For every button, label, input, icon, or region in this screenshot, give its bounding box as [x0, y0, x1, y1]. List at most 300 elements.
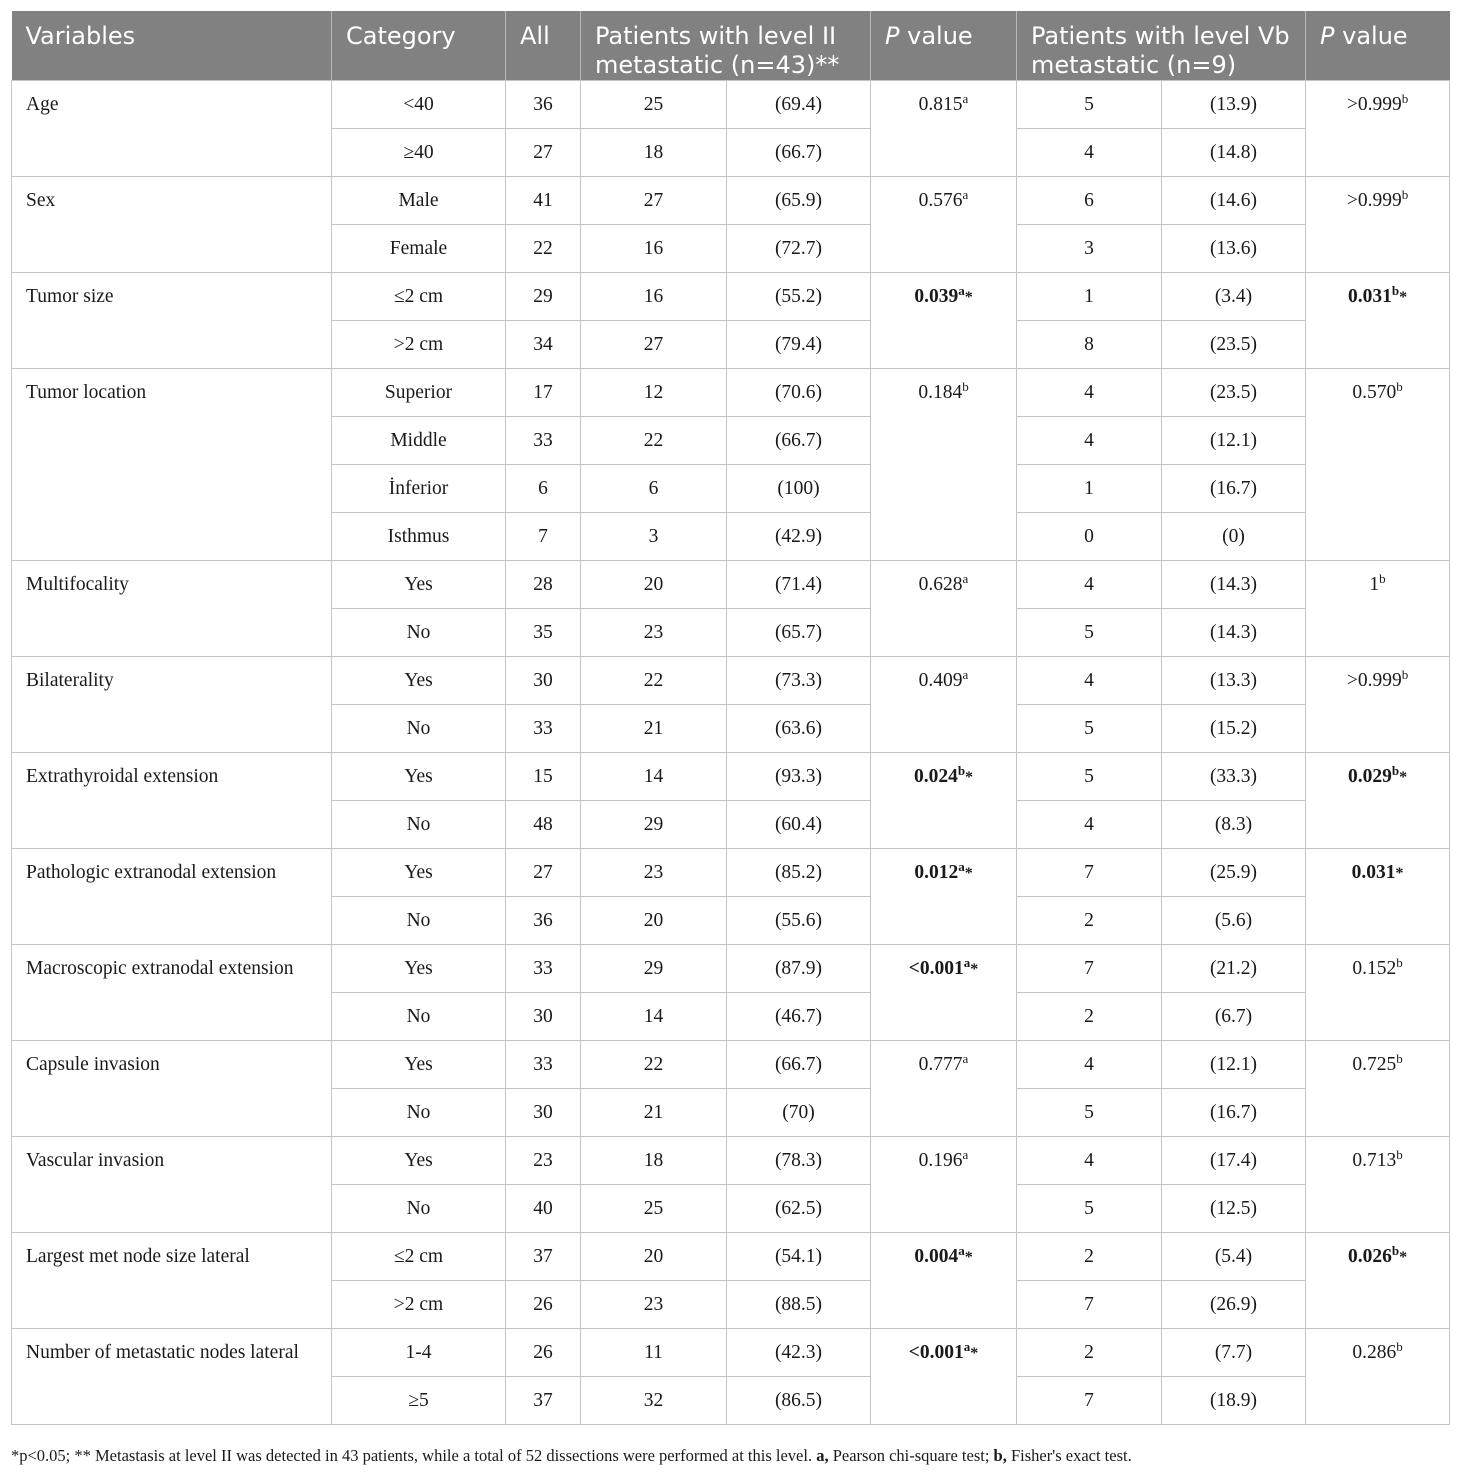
category-cell: Yes — [332, 1137, 506, 1185]
level5-count-cell: 6 — [1017, 177, 1162, 225]
level5-count-cell: 1 — [1017, 273, 1162, 321]
level5-percent-cell: (14.3) — [1162, 609, 1306, 657]
significance-asterisk: * — [964, 289, 973, 306]
header-pvalue-p: P — [885, 22, 900, 50]
header-pvalue-text: value — [907, 22, 973, 50]
category-cell: Female — [332, 225, 506, 273]
level2-count-cell: 23 — [581, 1281, 727, 1329]
all-count-cell: 36 — [506, 897, 581, 945]
level2-percent-cell: (79.4) — [727, 321, 871, 369]
level5-p-value-cell — [1306, 1137, 1450, 1233]
p-value-test-marker: a — [962, 1147, 969, 1162]
footnote-text-2: Pearson chi-square test; — [828, 1446, 994, 1465]
level5-percent-cell: (25.9) — [1162, 849, 1306, 897]
category-cell: Yes — [332, 945, 506, 993]
variable-name: Macroscopic extranodal extension — [12, 945, 332, 1041]
footnote-a-label: a, — [816, 1446, 829, 1465]
level5-p-value-cell — [1306, 561, 1450, 657]
level2-count-cell: 16 — [581, 225, 727, 273]
all-count-cell: 37 — [506, 1377, 581, 1425]
level5-percent-cell: (17.4) — [1162, 1137, 1306, 1185]
level2-percent-cell: (66.7) — [727, 129, 871, 177]
level5-count-cell: 5 — [1017, 1185, 1162, 1233]
level2-p-value-cell — [871, 81, 1017, 177]
level2-percent-cell: (55.6) — [727, 897, 871, 945]
level5-percent-cell: (12.1) — [1162, 417, 1306, 465]
p-value-number: 0.024 — [913, 766, 958, 787]
level5-count-cell: 4 — [1017, 1041, 1162, 1089]
all-count-cell: 33 — [506, 417, 581, 465]
level2-p-value-cell — [871, 945, 1017, 1041]
all-count-cell: 23 — [506, 1137, 581, 1185]
all-count-cell: 27 — [506, 849, 581, 897]
category-cell: ≤2 cm — [332, 273, 506, 321]
p-value-test-marker: b — [1396, 1147, 1403, 1162]
level5-p-value-cell — [1306, 945, 1450, 1041]
level5-percent-cell: (14.6) — [1162, 177, 1306, 225]
p-value-number: >0.999 — [1346, 190, 1402, 211]
table-row — [12, 657, 1450, 705]
level2-percent-cell: (73.3) — [727, 657, 871, 705]
p-value-number: 0.152 — [1352, 958, 1397, 979]
level5-count-cell: 4 — [1017, 1137, 1162, 1185]
level5-count-cell: 4 — [1017, 561, 1162, 609]
significance-asterisk: * — [964, 865, 973, 882]
level2-percent-cell: (66.7) — [727, 1041, 871, 1089]
all-count-cell: 17 — [506, 369, 581, 417]
p-value-test-marker: a — [958, 283, 965, 298]
level2-percent-cell: (85.2) — [727, 849, 871, 897]
category-cell: No — [332, 993, 506, 1041]
significance-asterisk: * — [1399, 769, 1408, 786]
p-value-number: 0.576 — [918, 190, 963, 211]
p-value-number: >0.999 — [1346, 670, 1402, 691]
level2-count-cell: 27 — [581, 177, 727, 225]
level5-percent-cell: (3.4) — [1162, 273, 1306, 321]
all-count-cell: 33 — [506, 705, 581, 753]
level5-count-cell: 1 — [1017, 465, 1162, 513]
level5-count-cell: 4 — [1017, 417, 1162, 465]
level2-count-cell: 20 — [581, 561, 727, 609]
level2-count-cell: 29 — [581, 801, 727, 849]
level5-p-value-cell — [1306, 849, 1450, 945]
significance-asterisk: * — [1395, 865, 1404, 882]
header-level5-line2: metastatic (n=9) — [1031, 51, 1237, 79]
all-count-cell: 30 — [506, 657, 581, 705]
level5-p-value-cell — [1306, 1233, 1450, 1329]
header-all: All — [506, 11, 581, 81]
level5-count-cell: 5 — [1017, 609, 1162, 657]
header-variables: Variables — [12, 11, 332, 81]
level5-percent-cell: (13.9) — [1162, 81, 1306, 129]
level2-percent-cell: (54.1) — [727, 1233, 871, 1281]
level5-count-cell: 0 — [1017, 513, 1162, 561]
level5-percent-cell: (18.9) — [1162, 1377, 1306, 1425]
p-value-test-marker: a — [963, 955, 971, 970]
p-value-test-marker: b — [1401, 667, 1409, 682]
p-value-number: 0.570 — [1352, 382, 1397, 403]
all-count-cell: 15 — [506, 753, 581, 801]
level2-p-value-cell — [871, 1233, 1017, 1329]
all-count-cell: 33 — [506, 945, 581, 993]
level2-percent-cell: (60.4) — [727, 801, 871, 849]
level2-count-cell: 27 — [581, 321, 727, 369]
p-value-number: 0.184 — [918, 382, 963, 403]
level2-count-cell: 21 — [581, 705, 727, 753]
table-row — [12, 1137, 1450, 1185]
p-value-test-marker: a — [963, 1339, 971, 1354]
level2-percent-cell: (86.5) — [727, 1377, 871, 1425]
level5-p-value-cell — [1306, 1329, 1450, 1425]
header-pvalue-level2 — [871, 11, 1017, 81]
table-row — [12, 273, 1450, 321]
p-value-test-marker: b — [1401, 187, 1409, 202]
all-count-cell: 48 — [506, 801, 581, 849]
table-row — [12, 753, 1450, 801]
level5-percent-cell: (14.8) — [1162, 129, 1306, 177]
all-count-cell: 29 — [506, 273, 581, 321]
level5-count-cell: 2 — [1017, 1329, 1162, 1377]
level5-count-cell: 7 — [1017, 1281, 1162, 1329]
level2-count-cell: 20 — [581, 1233, 727, 1281]
level2-count-cell: 32 — [581, 1377, 727, 1425]
p-value-number: 0.409 — [918, 670, 963, 691]
p-value-test-marker: a — [962, 1051, 969, 1066]
level2-count-cell: 25 — [581, 1185, 727, 1233]
level5-percent-cell: (21.2) — [1162, 945, 1306, 993]
variable-name: Bilaterality — [12, 657, 332, 753]
level5-count-cell: 3 — [1017, 225, 1162, 273]
level2-percent-cell: (93.3) — [727, 753, 871, 801]
level2-percent-cell: (78.3) — [727, 1137, 871, 1185]
level5-count-cell: 2 — [1017, 897, 1162, 945]
category-cell: Yes — [332, 849, 506, 897]
header-level5 — [1017, 11, 1306, 81]
significance-asterisk: * — [965, 769, 974, 786]
p-value-test-marker: b — [1391, 763, 1400, 778]
level5-count-cell: 4 — [1017, 657, 1162, 705]
level2-p-value-cell — [871, 369, 1017, 561]
category-cell: Middle — [332, 417, 506, 465]
level2-count-cell: 25 — [581, 81, 727, 129]
p-value-number: 0.039 — [914, 286, 959, 307]
level5-percent-cell: (5.6) — [1162, 897, 1306, 945]
p-value-test-marker: b — [1396, 1051, 1403, 1066]
p-value-test-marker: a — [958, 859, 965, 874]
category-cell: >2 cm — [332, 321, 506, 369]
variable-name: Largest met node size lateral — [12, 1233, 332, 1329]
level2-count-cell: 20 — [581, 897, 727, 945]
category-cell: Male — [332, 177, 506, 225]
category-cell: İnferior — [332, 465, 506, 513]
level5-percent-cell: (8.3) — [1162, 801, 1306, 849]
significance-asterisk: * — [970, 961, 979, 978]
level2-percent-cell: (70) — [727, 1089, 871, 1137]
level5-percent-cell: (5.4) — [1162, 1233, 1306, 1281]
level5-count-cell: 7 — [1017, 1377, 1162, 1425]
level5-p-value-cell — [1306, 1041, 1450, 1137]
category-cell: <40 — [332, 81, 506, 129]
level2-count-cell: 6 — [581, 465, 727, 513]
variable-name: Extrathyroidal extension — [12, 753, 332, 849]
variable-name: Sex — [12, 177, 332, 273]
level2-percent-cell: (100) — [727, 465, 871, 513]
level2-count-cell: 12 — [581, 369, 727, 417]
variable-name: Number of metastatic nodes lateral — [12, 1329, 332, 1425]
level2-count-cell: 23 — [581, 609, 727, 657]
level5-p-value-cell — [1306, 753, 1450, 849]
variable-name: Age — [12, 81, 332, 177]
p-value-number: 0.031 — [1351, 862, 1396, 883]
level2-count-cell: 29 — [581, 945, 727, 993]
p-value-number: <0.001 — [908, 1342, 964, 1363]
category-cell: 1-4 — [332, 1329, 506, 1377]
level2-percent-cell: (65.9) — [727, 177, 871, 225]
level2-count-cell: 23 — [581, 849, 727, 897]
level5-percent-cell: (12.1) — [1162, 1041, 1306, 1089]
p-value-number: 1 — [1369, 574, 1380, 595]
category-cell: >2 cm — [332, 1281, 506, 1329]
level2-count-cell: 18 — [581, 1137, 727, 1185]
level5-p-value-cell — [1306, 273, 1450, 369]
p-value-number: <0.001 — [908, 958, 964, 979]
p-value-test-marker: b — [1391, 1243, 1400, 1258]
table-body — [12, 81, 1450, 1425]
category-cell: No — [332, 609, 506, 657]
category-cell: No — [332, 801, 506, 849]
category-cell: Isthmus — [332, 513, 506, 561]
header-pvalue-level5 — [1306, 11, 1450, 81]
category-cell: No — [332, 1089, 506, 1137]
all-count-cell: 36 — [506, 81, 581, 129]
variable-name: Pathologic extranodal extension — [12, 849, 332, 945]
level2-p-value-cell — [871, 849, 1017, 945]
table-row — [12, 945, 1450, 993]
p-value-test-marker: b — [957, 763, 966, 778]
p-value-test-marker: a — [962, 571, 969, 586]
category-cell: Superior — [332, 369, 506, 417]
level2-p-value-cell — [871, 561, 1017, 657]
all-count-cell: 40 — [506, 1185, 581, 1233]
level5-count-cell: 5 — [1017, 705, 1162, 753]
footnote-b-label: b, — [993, 1446, 1007, 1465]
all-count-cell: 22 — [506, 225, 581, 273]
table-footnote — [11, 1446, 1449, 1466]
p-value-test-marker: b — [1396, 1339, 1403, 1354]
level2-percent-cell: (71.4) — [727, 561, 871, 609]
category-cell: ≥40 — [332, 129, 506, 177]
header-level5-line1: Patients with level Vb — [1031, 22, 1290, 50]
all-count-cell: 27 — [506, 129, 581, 177]
all-count-cell: 34 — [506, 321, 581, 369]
level2-count-cell: 3 — [581, 513, 727, 561]
category-cell: Yes — [332, 561, 506, 609]
level2-percent-cell: (72.7) — [727, 225, 871, 273]
header-level2-line1: Patients with level II — [595, 22, 837, 50]
p-value-number: 0.029 — [1347, 766, 1392, 787]
level5-percent-cell: (15.2) — [1162, 705, 1306, 753]
all-count-cell: 28 — [506, 561, 581, 609]
results-table — [11, 11, 1450, 1425]
variable-name: Tumor location — [12, 369, 332, 561]
level5-count-cell: 5 — [1017, 753, 1162, 801]
level5-p-value-cell — [1306, 177, 1450, 273]
category-cell: No — [332, 897, 506, 945]
p-value-number: 0.777 — [918, 1054, 963, 1075]
p-value-number: 0.031 — [1347, 286, 1392, 307]
category-cell: Yes — [332, 657, 506, 705]
p-value-number: 0.628 — [918, 574, 963, 595]
category-cell: ≤2 cm — [332, 1233, 506, 1281]
variable-name: Vascular invasion — [12, 1137, 332, 1233]
level5-count-cell: 4 — [1017, 369, 1162, 417]
table-row — [12, 849, 1450, 897]
all-count-cell: 35 — [506, 609, 581, 657]
level5-percent-cell: (33.3) — [1162, 753, 1306, 801]
level2-percent-cell: (70.6) — [727, 369, 871, 417]
header-pvalue-text: value — [1342, 22, 1408, 50]
level2-p-value-cell — [871, 1329, 1017, 1425]
header-pvalue-p: P — [1320, 22, 1335, 50]
all-count-cell: 26 — [506, 1329, 581, 1377]
all-count-cell: 37 — [506, 1233, 581, 1281]
level5-percent-cell: (7.7) — [1162, 1329, 1306, 1377]
level2-percent-cell: (88.5) — [727, 1281, 871, 1329]
category-cell: No — [332, 1185, 506, 1233]
level2-count-cell: 14 — [581, 993, 727, 1041]
level5-count-cell: 7 — [1017, 945, 1162, 993]
p-value-number: >0.999 — [1346, 94, 1402, 115]
level2-p-value-cell — [871, 1041, 1017, 1137]
level5-p-value-cell — [1306, 369, 1450, 561]
all-count-cell: 7 — [506, 513, 581, 561]
category-cell: ≥5 — [332, 1377, 506, 1425]
level5-count-cell: 7 — [1017, 849, 1162, 897]
significance-asterisk: * — [1399, 1249, 1408, 1266]
all-count-cell: 26 — [506, 1281, 581, 1329]
level5-percent-cell: (13.3) — [1162, 657, 1306, 705]
p-value-test-marker: a — [962, 91, 969, 106]
category-cell: No — [332, 705, 506, 753]
table-row — [12, 1041, 1450, 1089]
variable-name: Capsule invasion — [12, 1041, 332, 1137]
table-row — [12, 1329, 1450, 1377]
p-value-number: 0.026 — [1347, 1246, 1392, 1267]
level2-percent-cell: (42.9) — [727, 513, 871, 561]
p-value-number: 0.012 — [914, 862, 959, 883]
level2-percent-cell: (63.6) — [727, 705, 871, 753]
p-value-test-marker: b — [1396, 955, 1403, 970]
level2-p-value-cell — [871, 177, 1017, 273]
p-value-test-marker: b — [1379, 571, 1386, 586]
level2-percent-cell: (46.7) — [727, 993, 871, 1041]
level2-count-cell: 22 — [581, 1041, 727, 1089]
p-value-number: 0.286 — [1352, 1342, 1397, 1363]
p-value-number: 0.713 — [1352, 1150, 1397, 1171]
p-value-test-marker: b — [1391, 283, 1400, 298]
level5-percent-cell: (23.5) — [1162, 369, 1306, 417]
level2-count-cell: 21 — [581, 1089, 727, 1137]
header-row — [12, 11, 1450, 81]
level2-percent-cell: (69.4) — [727, 81, 871, 129]
table-row — [12, 177, 1450, 225]
header-level2 — [581, 11, 871, 81]
level5-percent-cell: (16.7) — [1162, 1089, 1306, 1137]
level2-percent-cell: (87.9) — [727, 945, 871, 993]
variable-name: Tumor size — [12, 273, 332, 369]
table-row — [12, 369, 1450, 417]
level2-p-value-cell — [871, 1137, 1017, 1233]
table-row — [12, 561, 1450, 609]
all-count-cell: 30 — [506, 993, 581, 1041]
level5-percent-cell: (26.9) — [1162, 1281, 1306, 1329]
level5-count-cell: 4 — [1017, 801, 1162, 849]
level5-count-cell: 2 — [1017, 1233, 1162, 1281]
level2-percent-cell: (62.5) — [727, 1185, 871, 1233]
all-count-cell: 41 — [506, 177, 581, 225]
level5-count-cell: 5 — [1017, 81, 1162, 129]
header-category: Category — [332, 11, 506, 81]
level5-percent-cell: (0) — [1162, 513, 1306, 561]
significance-asterisk: * — [970, 1345, 979, 1362]
table-row — [12, 81, 1450, 129]
all-count-cell: 6 — [506, 465, 581, 513]
level5-percent-cell: (6.7) — [1162, 993, 1306, 1041]
p-value-number: 0.004 — [914, 1246, 959, 1267]
p-value-test-marker: a — [958, 1243, 965, 1258]
footnote-text-1: *p<0.05; ** Metastasis at level II was detected in 43 patients, while a total of 52 dissections were performed at this level. — [11, 1446, 817, 1465]
level5-count-cell: 8 — [1017, 321, 1162, 369]
level2-percent-cell: (65.7) — [727, 609, 871, 657]
all-count-cell: 30 — [506, 1089, 581, 1137]
level2-count-cell: 18 — [581, 129, 727, 177]
category-cell: Yes — [332, 753, 506, 801]
p-value-number: 0.196 — [918, 1150, 963, 1171]
level2-count-cell: 11 — [581, 1329, 727, 1377]
level2-count-cell: 14 — [581, 753, 727, 801]
level2-count-cell: 16 — [581, 273, 727, 321]
p-value-test-marker: a — [962, 187, 969, 202]
level5-count-cell: 5 — [1017, 1089, 1162, 1137]
p-value-number: 0.815 — [918, 94, 963, 115]
level5-p-value-cell — [1306, 81, 1450, 177]
level2-percent-cell: (66.7) — [727, 417, 871, 465]
p-value-test-marker: b — [1396, 379, 1403, 394]
p-value-test-marker: b — [1401, 91, 1409, 106]
header-level2-line2: metastatic (n=43)** — [595, 51, 840, 79]
category-cell: Yes — [332, 1041, 506, 1089]
significance-asterisk: * — [1399, 289, 1408, 306]
variable-name: Multifocality — [12, 561, 332, 657]
level2-p-value-cell — [871, 753, 1017, 849]
level5-percent-cell: (23.5) — [1162, 321, 1306, 369]
level2-percent-cell: (42.3) — [727, 1329, 871, 1377]
significance-asterisk: * — [964, 1249, 973, 1266]
level5-percent-cell: (12.5) — [1162, 1185, 1306, 1233]
level5-count-cell: 4 — [1017, 129, 1162, 177]
p-value-number: 0.725 — [1352, 1054, 1397, 1075]
p-value-test-marker: a — [962, 667, 969, 682]
level2-p-value-cell — [871, 273, 1017, 369]
table-row — [12, 1233, 1450, 1281]
level5-p-value-cell — [1306, 657, 1450, 753]
level5-percent-cell: (13.6) — [1162, 225, 1306, 273]
p-value-test-marker: b — [962, 379, 969, 394]
level5-percent-cell: (16.7) — [1162, 465, 1306, 513]
level2-p-value-cell — [871, 657, 1017, 753]
level5-percent-cell: (14.3) — [1162, 561, 1306, 609]
level2-count-cell: 22 — [581, 417, 727, 465]
